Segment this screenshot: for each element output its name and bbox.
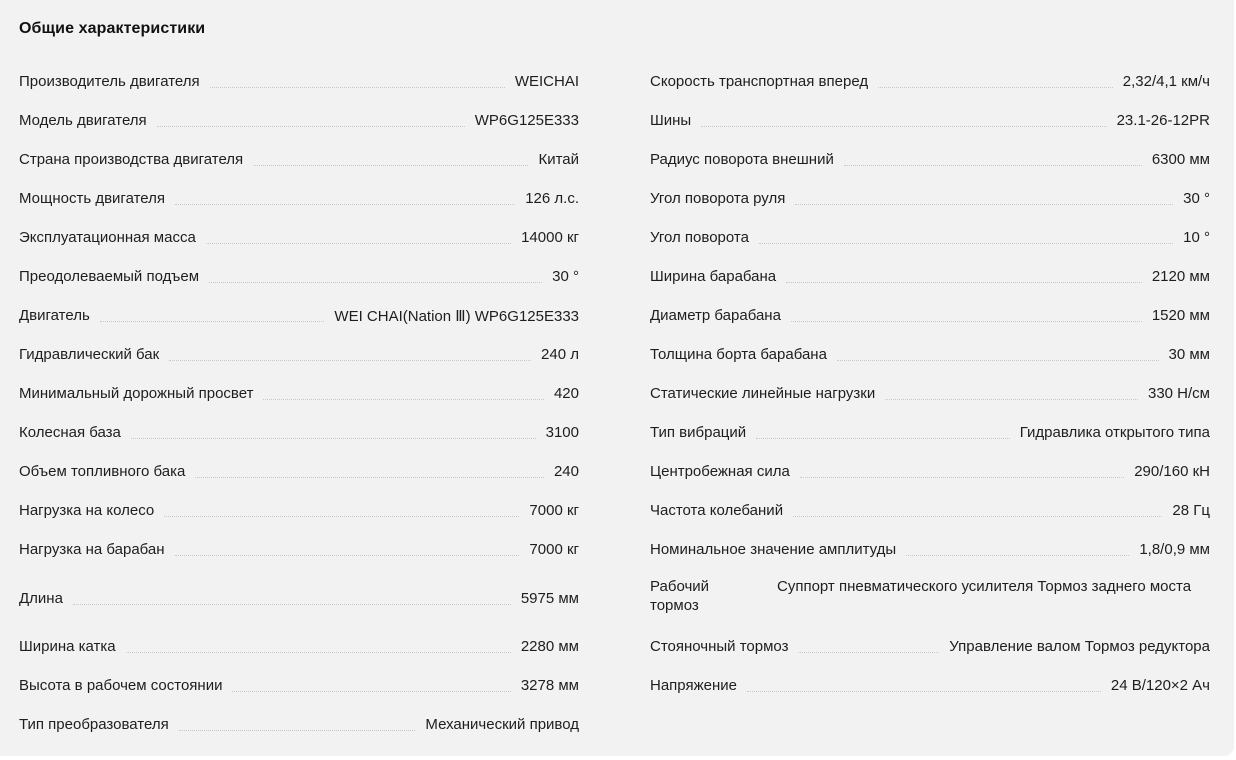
spec-label: Страна производства двигателя: [19, 151, 244, 168]
spec-value: Гидравлика открытого типа: [1019, 424, 1210, 441]
spec-label: Минимальный дорожный просвет: [19, 385, 254, 402]
spec-label: Рабочий тормоз: [650, 578, 710, 614]
spec-row: [650, 627, 1210, 666]
spec-value: 290/160 кН: [1134, 463, 1210, 480]
spec-value: WEICHAI: [514, 73, 579, 90]
spec-label: Длина: [19, 589, 63, 607]
spec-label: Статические линейные нагрузки: [650, 385, 876, 402]
spec-label: Нагрузка на барабан: [19, 541, 165, 558]
dotted-leader: [263, 399, 544, 400]
spec-row: [19, 452, 579, 491]
dotted-leader: [175, 555, 520, 556]
spec-row: [19, 140, 579, 179]
spec-row: [19, 666, 579, 705]
dotted-leader: [747, 691, 1101, 692]
spec-label: Угол поворота: [650, 229, 749, 246]
spec-row: [650, 491, 1210, 530]
spec-value: 6300 мм: [1151, 151, 1210, 168]
spec-row: [650, 140, 1210, 179]
spec-row: [19, 491, 579, 530]
spec-value: Управление валом Тормоз редуктора: [949, 638, 1210, 655]
spec-row: [650, 452, 1210, 491]
spec-row: [19, 296, 579, 335]
dotted-leader: [157, 126, 465, 127]
spec-value: 240: [553, 463, 579, 480]
dotted-leader: [131, 438, 536, 439]
spec-row: [19, 627, 579, 666]
spec-row: [19, 179, 579, 218]
spec-label: Высота в рабочем состоянии: [19, 677, 223, 694]
spec-value: WP6G125E333: [474, 112, 579, 129]
spec-value: 7000 кг: [529, 541, 579, 558]
spec-label: Модель двигателя: [19, 112, 147, 129]
spec-value: 3278 мм: [520, 677, 579, 694]
spec-row: [19, 62, 579, 101]
spec-label: Номинальное значение амплитуды: [650, 541, 897, 558]
spec-row: [19, 218, 579, 257]
spec-value: 2280 мм: [520, 638, 579, 655]
dotted-leader: [253, 165, 528, 166]
spec-label: Центробежная сила: [650, 463, 790, 480]
dotted-leader: [791, 321, 1142, 322]
specs-column-left: [19, 62, 579, 744]
dotted-leader: [756, 438, 1010, 439]
dotted-leader: [232, 691, 510, 692]
spec-row: [650, 101, 1210, 140]
spec-row: [650, 62, 1210, 101]
spec-row: [19, 335, 579, 374]
spec-row: [650, 218, 1210, 257]
spec-row: [650, 530, 1210, 569]
dotted-leader: [195, 477, 544, 478]
dotted-leader: [175, 204, 515, 205]
spec-row: [650, 374, 1210, 413]
spec-label: Диаметр барабана: [650, 307, 781, 324]
dotted-leader: [786, 282, 1142, 283]
spec-row: [650, 296, 1210, 335]
specs-column-right: [650, 62, 1210, 705]
spec-label: Толщина борта барабана: [650, 346, 827, 363]
spec-label: Тип вибраций: [650, 424, 747, 441]
dotted-leader: [169, 360, 531, 361]
spec-value: WEI CHAI(Nation Ⅲ) WP6G125E333: [334, 307, 579, 325]
dotted-leader: [206, 243, 511, 244]
spec-value: 10 °: [1183, 229, 1210, 246]
dotted-leader: [885, 399, 1138, 400]
dotted-leader: [100, 321, 325, 322]
spec-value: 30 °: [552, 268, 579, 285]
spec-label: Производитель двигателя: [19, 73, 200, 90]
dotted-leader: [209, 282, 542, 283]
spec-label: Нагрузка на колесо: [19, 502, 155, 519]
dotted-leader: [73, 604, 511, 605]
dotted-leader: [126, 652, 511, 653]
dotted-leader: [179, 730, 416, 731]
dotted-leader: [837, 360, 1159, 361]
spec-label: Напряжение: [650, 677, 737, 694]
dotted-leader: [795, 204, 1173, 205]
dotted-leader: [844, 165, 1142, 166]
spec-label: Радиус поворота внешний: [650, 151, 834, 168]
spec-label: Преодолеваемый подъем: [19, 268, 200, 285]
spec-value: 23.1-26-12PR: [1116, 112, 1210, 129]
spec-value: 3100: [545, 424, 579, 441]
spec-label: Колесная база: [19, 424, 121, 441]
spec-value: Китай: [538, 151, 579, 168]
spec-label: Скорость транспортная вперед: [650, 73, 869, 90]
spec-value: 330 Н/см: [1147, 385, 1210, 402]
spec-row: [650, 413, 1210, 452]
dotted-leader: [759, 243, 1173, 244]
dotted-leader: [878, 87, 1113, 88]
dotted-leader: [701, 126, 1106, 127]
spec-value: 1520 мм: [1151, 307, 1210, 324]
spec-label: Частота колебаний: [650, 502, 784, 519]
spec-row: [19, 530, 579, 569]
spec-label: Гидравлический бак: [19, 346, 160, 363]
spec-value: 30 мм: [1168, 346, 1210, 363]
spec-label: Угол поворота руля: [650, 190, 786, 207]
spec-label: Тип преобразователя: [19, 716, 169, 733]
spec-row: [650, 569, 1210, 627]
spec-value: 24 В/120×2 Ач: [1110, 677, 1210, 694]
spec-label: Стояночный тормоз: [650, 638, 789, 655]
spec-value: 2120 мм: [1151, 268, 1210, 285]
spec-row: [650, 179, 1210, 218]
spec-row: [19, 569, 579, 627]
dotted-leader: [164, 516, 519, 517]
spec-row: [19, 705, 579, 744]
spec-label: Объем топливного бака: [19, 463, 186, 480]
spec-value: 30 °: [1183, 190, 1210, 207]
spec-label: Мощность двигателя: [19, 190, 166, 207]
spec-value: 2,32/4,1 км/ч: [1122, 73, 1210, 90]
spec-row: [650, 335, 1210, 374]
spec-row: [19, 101, 579, 140]
spec-value: 28 Гц: [1172, 502, 1210, 519]
spec-label: Эксплуатационная масса: [19, 229, 196, 246]
dotted-leader: [906, 555, 1129, 556]
spec-row: [650, 257, 1210, 296]
spec-label: Ширина катка: [19, 638, 116, 655]
dotted-leader: [800, 477, 1124, 478]
spec-value: 1,8/0,9 мм: [1139, 541, 1210, 558]
spec-value: 420: [553, 385, 579, 402]
dotted-leader: [793, 516, 1162, 517]
spec-row: [19, 374, 579, 413]
spec-label: Ширина барабана: [650, 268, 777, 285]
spec-row: [19, 257, 579, 296]
spec-label: Шины: [650, 112, 692, 129]
spec-value: Суппорт пневматического усилителя Тормоз заднего моста: [777, 578, 1192, 595]
spec-row: [650, 666, 1210, 705]
dotted-leader: [798, 652, 939, 653]
spec-label: Двигатель: [19, 307, 90, 324]
spec-value: 126 л.с.: [525, 190, 579, 207]
section-title: Общие характеристики: [19, 20, 206, 37]
spec-value: 7000 кг: [529, 502, 579, 519]
dotted-leader: [210, 87, 505, 88]
spec-value: 240 л: [541, 346, 579, 363]
spec-value: 14000 кг: [521, 229, 579, 246]
spec-value: Механический привод: [425, 716, 579, 733]
spec-value: 5975 мм: [520, 589, 579, 607]
spec-row: [19, 413, 579, 452]
